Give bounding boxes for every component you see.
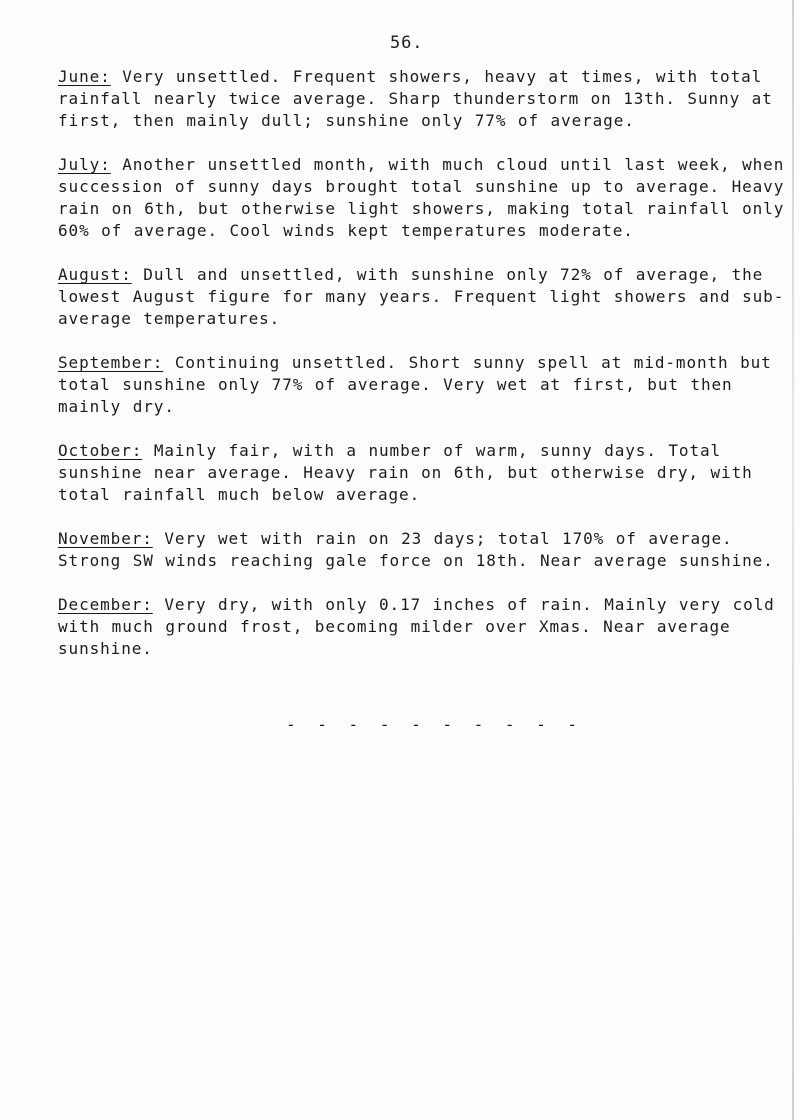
entry-december bbox=[58, 594, 788, 660]
month-heading: July: bbox=[58, 155, 111, 174]
page-number: 56. bbox=[390, 33, 424, 53]
entry-text: Another unsettled month, with much cloud until last week, when succession of sunny days brought total sunshine up to average. Heavy rain on 6th, but otherwise light showers, making total rainfall only 60% of average. Cool winds kept temperatures moderate. bbox=[58, 155, 785, 240]
entry-text: Very wet with rain on 23 days; total 170% of average. Strong SW winds reaching gale force on 18th. Near average sunshine. bbox=[58, 529, 774, 570]
entry-text: Very unsettled. Frequent showers, heavy at times, with total rainfall nearly twice average. Sharp thunderstorm on 13th. Sunny at first, then mainly dull; sunshine only 77% of average. bbox=[58, 67, 773, 130]
section-separator: - - - - - - - - - - bbox=[286, 715, 584, 734]
month-heading: November: bbox=[58, 529, 153, 548]
entry-text: Dull and unsettled, with sunshine only 72% of average, the lowest August figure for many years. Frequent light showers and sub-average temperatures. bbox=[58, 265, 785, 328]
entry-september bbox=[58, 352, 788, 418]
month-heading: October: bbox=[58, 441, 143, 460]
month-heading: December: bbox=[58, 595, 153, 614]
entry-november bbox=[58, 528, 788, 572]
page-edge-line bbox=[792, 0, 794, 1120]
entry-june bbox=[58, 66, 788, 132]
entry-text: Very dry, with only 0.17 inches of rain. Mainly very cold with much ground frost, becoming milder over Xmas. Near average sunshine. bbox=[58, 595, 775, 658]
month-heading: June: bbox=[58, 67, 111, 86]
entry-july bbox=[58, 154, 788, 242]
month-heading: August: bbox=[58, 265, 132, 284]
entry-october bbox=[58, 440, 788, 506]
weather-summary bbox=[58, 66, 788, 682]
month-heading: September: bbox=[58, 353, 164, 372]
entry-text: Continuing unsettled. Short sunny spell at mid-month but total sunshine only 77% of average. Very wet at first, but then mainly dry. bbox=[58, 353, 772, 416]
entry-august bbox=[58, 264, 788, 330]
entry-text: Mainly fair, with a number of warm, sunny days. Total sunshine near average. Heavy rain on 6th, but otherwise dry, with total rainfall much below average. bbox=[58, 441, 753, 504]
